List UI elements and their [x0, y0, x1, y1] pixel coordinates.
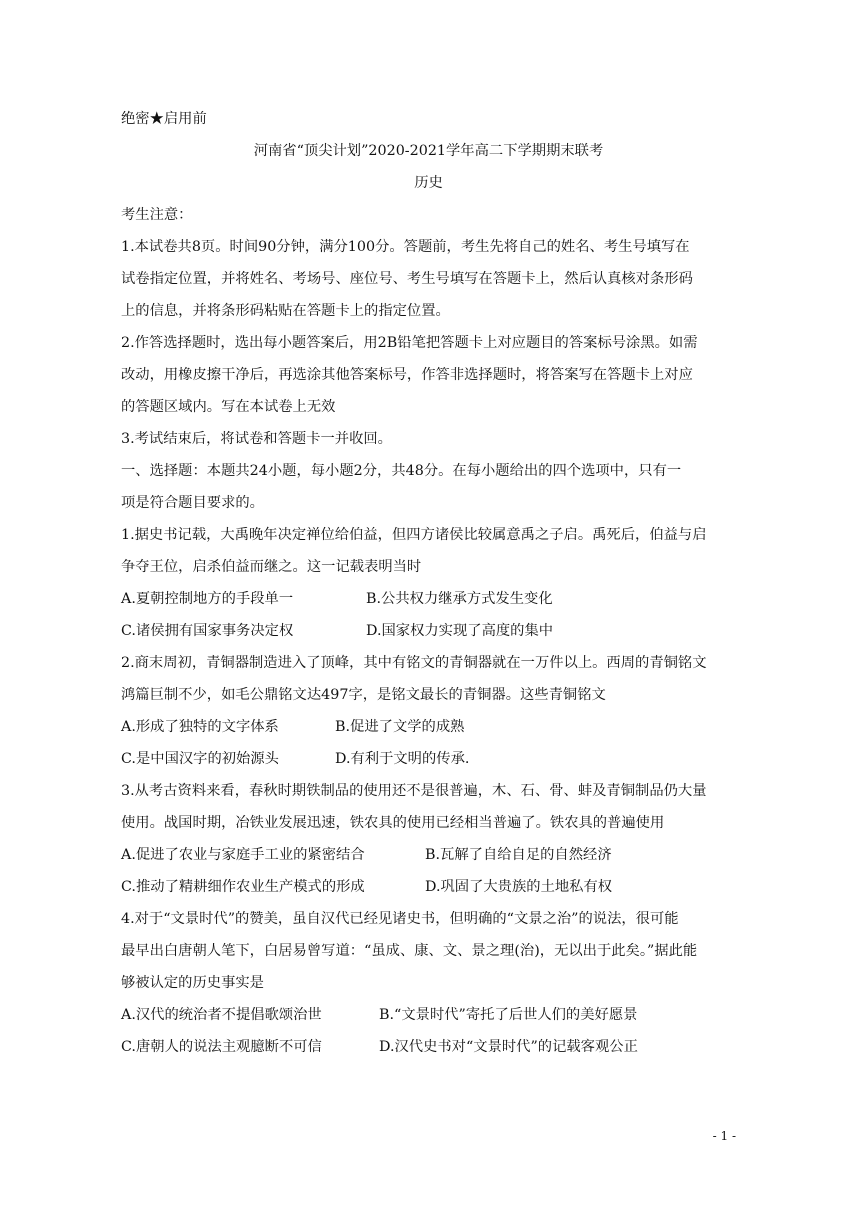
option-d: D.巩固了大贵族的土地私有权 — [425, 879, 613, 895]
question-2-stem: 2.商末周初，青铜器制造进入了顶峰，其中有铭文的青铜器就在一万件以上。西周的青铜铭文 — [121, 655, 707, 671]
section-instruction: 一、选择题：本题共24小题，每小题2分，共48分。在每小题给出的四个选项中，只有一 — [121, 463, 682, 479]
question-2-stem: 鸿篇巨制不少，如毛公鼎铭文达497字，是铭文最长的青铜器。这些青铜铭文 — [121, 687, 606, 703]
option-c: C.诸侯拥有国家事务决定权 — [121, 623, 294, 639]
question-4-options-row — [121, 1006, 736, 1025]
question-4-stem: 够被认定的历史事实是 — [121, 975, 264, 991]
option-a: A.夏朝控制地方的手段单一 — [121, 591, 294, 607]
option-b: B.公共权力继承方式发生变化 — [366, 591, 553, 607]
question-1-options-row — [121, 622, 736, 641]
option-c: C.推动了精耕细作农业生产模式的形成 — [121, 879, 365, 895]
exam-title: 河南省“顶尖计划”2020-2021学年高二下学期期末联考 — [253, 143, 604, 159]
question-3-options-row — [121, 878, 736, 897]
notice-line: 试卷指定位置，并将姓名、考场号、座位号、考生号填写在答题卡上，然后认真核对条形码 — [121, 271, 693, 287]
option-b: B.瓦解了自给自足的自然经济 — [425, 847, 612, 863]
question-2-options-row — [121, 718, 736, 737]
notice-line: 上的信息，并将条形码粘贴在答题卡上的指定位置。 — [121, 303, 450, 319]
notice-line: 1.本试卷共8页。时间90分钟，满分100分。答题前，考生先将自己的姓名、考生号填写在 — [121, 239, 690, 255]
question-3-options-row — [121, 846, 736, 865]
question-3-stem: 使用。战国时期，冶铁业发展迅速，铁农具的使用已经相当普遍了。铁农具的普遍使用 — [121, 815, 665, 831]
notice-line: 2.作答选择题时，选出每小题答案后，用2B铅笔把答题卡上对应题目的答案标号涂黑。如需 — [121, 335, 698, 351]
option-c: C.是中国汉字的初始源头 — [121, 751, 279, 767]
option-d: D.汉代史书对“文景时代”的记载客观公正 — [379, 1039, 638, 1055]
option-a: A.促进了农业与家庭手工业的紧密结合 — [121, 847, 365, 863]
question-1-stem: 争夺王位，启杀伯益而继之。这一记载表明当时 — [121, 559, 422, 575]
option-b: B.促进了文学的成熟 — [335, 719, 465, 735]
question-4-options-row — [121, 1038, 736, 1057]
section-instruction: 项是符合题目要求的。 — [121, 495, 264, 511]
option-b: B.“文景时代”寄托了后世人们的美好愿景 — [379, 1007, 638, 1023]
notice-heading: 考生注意： — [121, 207, 193, 223]
question-1-stem: 1.据史书记载，大禹晚年决定禅位给伯益，但四方诸侯比较属意禹之子启。禹死后，伯益与启 — [121, 527, 707, 543]
notice-line: 改动，用橡皮擦干净后，再选涂其他答案标号，作答非选择题时，将答案写在答题卡上对应 — [121, 367, 693, 383]
option-a: A.形成了独特的文字体系 — [121, 719, 279, 735]
secret-label: 绝密★启用前 — [121, 111, 207, 127]
notice-line: 3.考试结束后，将试卷和答题卡一并收回。 — [121, 431, 392, 447]
question-1-options-row — [121, 590, 736, 609]
question-4-stem: 4.对于“文景时代”的赞美，虽自汉代已经见诸史书，但明确的“文景之治”的说法，很可能 — [121, 911, 679, 927]
notice-line: 的答题区域内。写在本试卷上无效 — [121, 399, 336, 415]
question-2-options-row — [121, 750, 736, 769]
option-a: A.汉代的统治者不提倡歌颂治世 — [121, 1007, 322, 1023]
option-c: C.唐朝人的说法主观臆断不可信 — [121, 1039, 322, 1055]
question-3-stem: 3.从考古资料来看，春秋时期铁制品的使用还不是很普遍，木、石、骨、蚌及青铜制品仍大量 — [121, 783, 707, 799]
subject-title: 历史 — [414, 175, 443, 191]
option-d: D.有利于文明的传承. — [335, 751, 470, 767]
page-number: - 1 - — [712, 1129, 736, 1143]
question-4-stem: 最早出白唐朝人笔下，白居易曾写道：“虽成、康、文、景之理(治)，无以出于此矣。”据此能 — [121, 943, 698, 959]
option-d: D.国家权力实现了高度的集中 — [366, 623, 554, 639]
